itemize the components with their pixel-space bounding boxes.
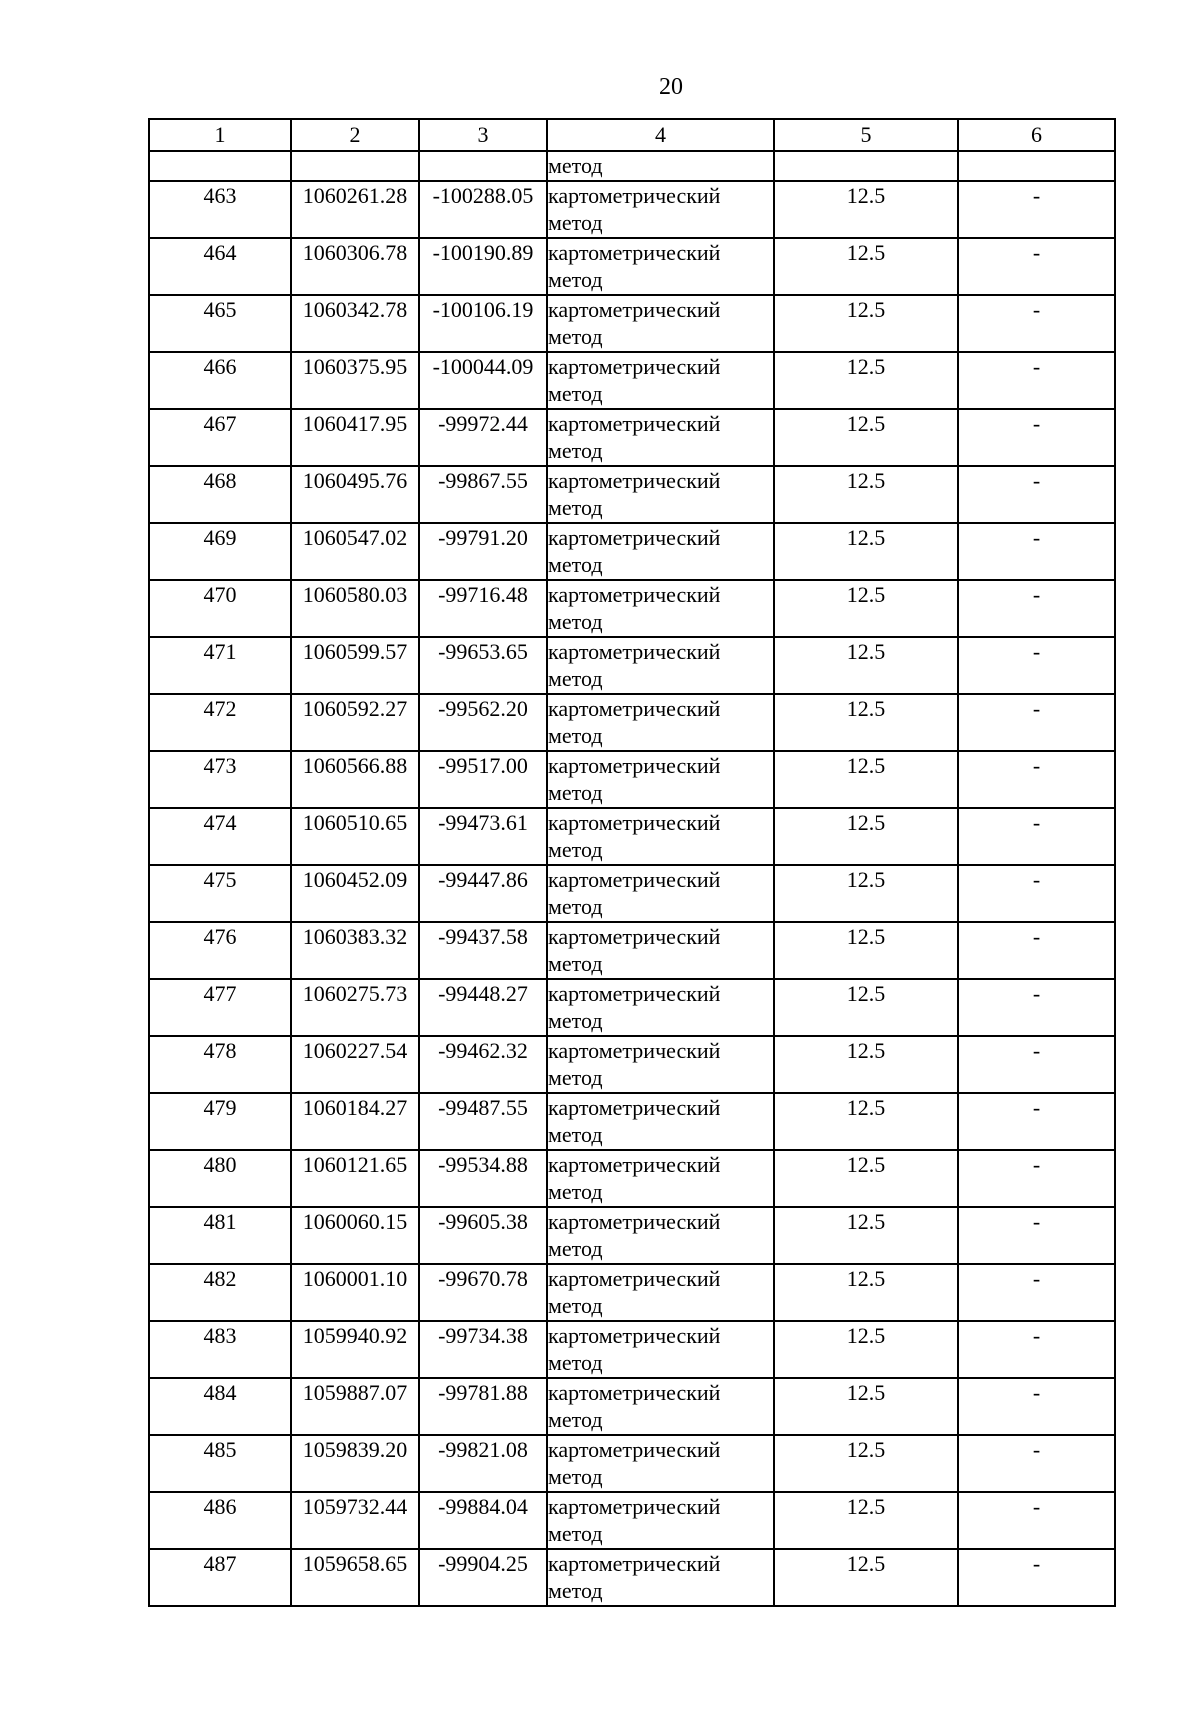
accuracy-cell: 12.5 — [774, 181, 958, 238]
accuracy-cell: 12.5 — [774, 1036, 958, 1093]
y-coordinate-cell: -99517.00 — [419, 751, 547, 808]
point-number-cell: 468 — [149, 466, 291, 523]
note-cell: - — [958, 1378, 1115, 1435]
method-cell — [547, 580, 774, 637]
point-number-cell: 479 — [149, 1093, 291, 1150]
y-coordinate-cell: -100106.19 — [419, 295, 547, 352]
point-number-cell: 480 — [149, 1150, 291, 1207]
method-cell — [547, 409, 774, 466]
y-coordinate-cell: -100044.09 — [419, 352, 547, 409]
method-line-2: метод — [548, 1350, 603, 1375]
table-row — [149, 865, 1115, 922]
note-cell: - — [958, 580, 1115, 637]
header-cell-5: 5 — [774, 119, 958, 151]
note-cell: - — [958, 694, 1115, 751]
table-row — [149, 295, 1115, 352]
table-row — [149, 1321, 1115, 1378]
table-row — [149, 523, 1115, 580]
point-number-cell: 474 — [149, 808, 291, 865]
method-cell — [547, 1036, 774, 1093]
note-cell: - — [958, 637, 1115, 694]
table-row — [149, 1036, 1115, 1093]
coordinates-table — [148, 118, 1116, 1607]
y-coordinate-cell: -99821.08 — [419, 1435, 547, 1492]
y-coordinate-cell: -99437.58 — [419, 922, 547, 979]
method-line-1: картометрический — [548, 354, 721, 379]
accuracy-cell: 12.5 — [774, 352, 958, 409]
method-line-1: картометрический — [548, 1266, 721, 1291]
accuracy-cell: 12.5 — [774, 1264, 958, 1321]
x-coordinate-cell: 1060452.09 — [291, 865, 419, 922]
method-line-2: метод — [548, 780, 603, 805]
method-line-2: метод — [548, 324, 603, 349]
point-number-cell: 463 — [149, 181, 291, 238]
y-coordinate-cell: -99791.20 — [419, 523, 547, 580]
method-cell — [547, 1378, 774, 1435]
x-coordinate-cell: 1060592.27 — [291, 694, 419, 751]
point-number-cell: 467 — [149, 409, 291, 466]
table-row — [149, 979, 1115, 1036]
method-cell — [547, 1321, 774, 1378]
method-cell — [547, 1150, 774, 1207]
point-number-cell: 476 — [149, 922, 291, 979]
point-number-cell: 487 — [149, 1549, 291, 1606]
method-cell — [547, 1207, 774, 1264]
page-number: 20 — [659, 74, 683, 100]
x-coordinate-cell: 1060375.95 — [291, 352, 419, 409]
y-coordinate-cell: -99605.38 — [419, 1207, 547, 1264]
note-cell: - — [958, 808, 1115, 865]
note-cell: - — [958, 466, 1115, 523]
accuracy-cell: 12.5 — [774, 409, 958, 466]
x-coordinate-cell: 1059887.07 — [291, 1378, 419, 1435]
method-line-1: картометрический — [548, 639, 721, 664]
table-row — [149, 238, 1115, 295]
method-line-1: картометрический — [548, 924, 721, 949]
x-coordinate-cell: 1060383.32 — [291, 922, 419, 979]
method-line-1: картометрический — [548, 1494, 721, 1519]
x-coordinate-cell: 1060495.76 — [291, 466, 419, 523]
continuation-cell — [774, 151, 958, 181]
method-cell — [547, 295, 774, 352]
method-line-1: картометрический — [548, 1551, 721, 1576]
table-row — [149, 694, 1115, 751]
accuracy-cell: 12.5 — [774, 979, 958, 1036]
x-coordinate-cell: 1060306.78 — [291, 238, 419, 295]
note-cell: - — [958, 1321, 1115, 1378]
method-line-2: метод — [548, 381, 603, 406]
method-line-1: картометрический — [548, 1323, 721, 1348]
accuracy-cell: 12.5 — [774, 1150, 958, 1207]
note-cell: - — [958, 409, 1115, 466]
table-row — [149, 352, 1115, 409]
y-coordinate-cell: -100288.05 — [419, 181, 547, 238]
accuracy-cell: 12.5 — [774, 523, 958, 580]
y-coordinate-cell: -99448.27 — [419, 979, 547, 1036]
header-cell-2: 2 — [291, 119, 419, 151]
method-line-2: метод — [548, 951, 603, 976]
method-line-2: метод — [548, 1236, 603, 1261]
accuracy-cell: 12.5 — [774, 637, 958, 694]
y-coordinate-cell: -99447.86 — [419, 865, 547, 922]
note-cell: - — [958, 979, 1115, 1036]
accuracy-cell: 12.5 — [774, 922, 958, 979]
method-line-2: метод — [548, 495, 603, 520]
method-line-2: метод — [548, 1008, 603, 1033]
header-cell-4: 4 — [547, 119, 774, 151]
method-line-2: метод — [548, 1578, 603, 1603]
accuracy-cell: 12.5 — [774, 1435, 958, 1492]
x-coordinate-cell: 1060121.65 — [291, 1150, 419, 1207]
header-cell-3: 3 — [419, 119, 547, 151]
point-number-cell: 464 — [149, 238, 291, 295]
point-number-cell: 472 — [149, 694, 291, 751]
x-coordinate-cell: 1060417.95 — [291, 409, 419, 466]
method-cell — [547, 637, 774, 694]
y-coordinate-cell: -99904.25 — [419, 1549, 547, 1606]
method-cell — [547, 1093, 774, 1150]
note-cell: - — [958, 1093, 1115, 1150]
continuation-cell — [958, 151, 1115, 181]
point-number-cell: 483 — [149, 1321, 291, 1378]
point-number-cell: 465 — [149, 295, 291, 352]
x-coordinate-cell: 1060566.88 — [291, 751, 419, 808]
method-cell — [547, 181, 774, 238]
x-coordinate-cell: 1060510.65 — [291, 808, 419, 865]
method-line-1: картометрический — [548, 297, 721, 322]
method-line-2: метод — [548, 552, 603, 577]
table-row — [149, 409, 1115, 466]
note-cell: - — [958, 751, 1115, 808]
header-row — [149, 119, 1115, 151]
table-row — [149, 466, 1115, 523]
table-row — [149, 922, 1115, 979]
method-cell — [547, 865, 774, 922]
y-coordinate-cell: -99487.55 — [419, 1093, 547, 1150]
method-line-1: картометрический — [548, 810, 721, 835]
note-cell: - — [958, 181, 1115, 238]
x-coordinate-cell: 1060060.15 — [291, 1207, 419, 1264]
accuracy-cell: 12.5 — [774, 580, 958, 637]
method-line-1: картометрический — [548, 1209, 721, 1234]
method-line-2: метод — [548, 1065, 603, 1090]
note-cell: - — [958, 295, 1115, 352]
table-row — [149, 1435, 1115, 1492]
coordinates-table-body — [149, 119, 1115, 1606]
point-number-cell: 477 — [149, 979, 291, 1036]
note-cell: - — [958, 1264, 1115, 1321]
note-cell: - — [958, 865, 1115, 922]
point-number-cell: 469 — [149, 523, 291, 580]
x-coordinate-cell: 1060275.73 — [291, 979, 419, 1036]
table-row — [149, 637, 1115, 694]
y-coordinate-cell: -99734.38 — [419, 1321, 547, 1378]
note-cell: - — [958, 1207, 1115, 1264]
point-number-cell: 482 — [149, 1264, 291, 1321]
method-cell — [547, 523, 774, 580]
method-line-1: картометрический — [548, 867, 721, 892]
method-line-2: метод — [548, 1293, 603, 1318]
accuracy-cell: 12.5 — [774, 1207, 958, 1264]
table-row — [149, 751, 1115, 808]
y-coordinate-cell: -99716.48 — [419, 580, 547, 637]
method-line-2: метод — [548, 267, 603, 292]
table-row — [149, 580, 1115, 637]
accuracy-cell: 12.5 — [774, 1549, 958, 1606]
method-line-2: метод — [548, 153, 603, 178]
note-cell: - — [958, 1150, 1115, 1207]
x-coordinate-cell: 1059658.65 — [291, 1549, 419, 1606]
note-cell: - — [958, 238, 1115, 295]
method-line-2: метод — [548, 1464, 603, 1489]
method-line-1: картометрический — [548, 981, 721, 1006]
header-cell-6: 6 — [958, 119, 1115, 151]
method-line-2: метод — [548, 1521, 603, 1546]
y-coordinate-cell: -99781.88 — [419, 1378, 547, 1435]
y-coordinate-cell: -99534.88 — [419, 1150, 547, 1207]
point-number-cell: 486 — [149, 1492, 291, 1549]
y-coordinate-cell: -99473.61 — [419, 808, 547, 865]
table-row — [149, 808, 1115, 865]
point-number-cell: 484 — [149, 1378, 291, 1435]
accuracy-cell: 12.5 — [774, 1492, 958, 1549]
y-coordinate-cell: -99972.44 — [419, 409, 547, 466]
x-coordinate-cell: 1060227.54 — [291, 1036, 419, 1093]
method-line-2: метод — [548, 210, 603, 235]
x-coordinate-cell: 1060261.28 — [291, 181, 419, 238]
method-cell — [547, 1492, 774, 1549]
continuation-cell — [291, 151, 419, 181]
method-line-1: картометрический — [548, 411, 721, 436]
method-line-1: картометрический — [548, 1437, 721, 1462]
x-coordinate-cell: 1060184.27 — [291, 1093, 419, 1150]
x-coordinate-cell: 1060342.78 — [291, 295, 419, 352]
note-cell: - — [958, 1549, 1115, 1606]
point-number-cell: 478 — [149, 1036, 291, 1093]
point-number-cell: 475 — [149, 865, 291, 922]
accuracy-cell: 12.5 — [774, 1321, 958, 1378]
x-coordinate-cell: 1059839.20 — [291, 1435, 419, 1492]
x-coordinate-cell: 1060599.57 — [291, 637, 419, 694]
method-cell — [547, 808, 774, 865]
accuracy-cell: 12.5 — [774, 466, 958, 523]
table-row — [149, 1093, 1115, 1150]
y-coordinate-cell: -99670.78 — [419, 1264, 547, 1321]
point-number-cell: 481 — [149, 1207, 291, 1264]
method-line-2: метод — [548, 609, 603, 634]
y-coordinate-cell: -99653.65 — [419, 637, 547, 694]
x-coordinate-cell: 1059732.44 — [291, 1492, 419, 1549]
method-line-2: метод — [548, 1122, 603, 1147]
method-line-1: картометрический — [548, 1095, 721, 1120]
x-coordinate-cell: 1060580.03 — [291, 580, 419, 637]
method-line-1: картометрический — [548, 468, 721, 493]
method-cell — [547, 1264, 774, 1321]
table-row — [149, 1150, 1115, 1207]
y-coordinate-cell: -99867.55 — [419, 466, 547, 523]
method-line-2: метод — [548, 666, 603, 691]
accuracy-cell: 12.5 — [774, 694, 958, 751]
method-line-1: картометрический — [548, 1038, 721, 1063]
method-line-1: картометрический — [548, 1152, 721, 1177]
note-cell: - — [958, 1435, 1115, 1492]
method-cell — [547, 694, 774, 751]
method-line-1: картометрический — [548, 240, 721, 265]
continuation-method-cell — [547, 151, 774, 181]
point-number-cell: 485 — [149, 1435, 291, 1492]
y-coordinate-cell: -99462.32 — [419, 1036, 547, 1093]
y-coordinate-cell: -100190.89 — [419, 238, 547, 295]
x-coordinate-cell: 1059940.92 — [291, 1321, 419, 1378]
table-row — [149, 1207, 1115, 1264]
continuation-cell — [149, 151, 291, 181]
y-coordinate-cell: -99884.04 — [419, 1492, 547, 1549]
method-line-2: метод — [548, 1407, 603, 1432]
note-cell: - — [958, 352, 1115, 409]
method-cell — [547, 922, 774, 979]
method-line-1: картометрический — [548, 582, 721, 607]
note-cell: - — [958, 922, 1115, 979]
x-coordinate-cell: 1060547.02 — [291, 523, 419, 580]
method-cell — [547, 352, 774, 409]
accuracy-cell: 12.5 — [774, 1093, 958, 1150]
y-coordinate-cell: -99562.20 — [419, 694, 547, 751]
continuation-cell — [419, 151, 547, 181]
method-line-2: метод — [548, 894, 603, 919]
table-row — [149, 181, 1115, 238]
method-line-2: метод — [548, 837, 603, 862]
table-row — [149, 1492, 1115, 1549]
method-cell — [547, 979, 774, 1036]
note-cell: - — [958, 1036, 1115, 1093]
method-line-2: метод — [548, 1179, 603, 1204]
accuracy-cell: 12.5 — [774, 808, 958, 865]
method-line-2: метод — [548, 723, 603, 748]
method-line-1: картометрический — [548, 696, 721, 721]
accuracy-cell: 12.5 — [774, 238, 958, 295]
point-number-cell: 473 — [149, 751, 291, 808]
accuracy-cell: 12.5 — [774, 1378, 958, 1435]
accuracy-cell: 12.5 — [774, 751, 958, 808]
accuracy-cell: 12.5 — [774, 295, 958, 352]
table-row — [149, 1378, 1115, 1435]
method-line-1: картометрический — [548, 1380, 721, 1405]
method-cell — [547, 466, 774, 523]
method-line-1: картометрический — [548, 183, 721, 208]
x-coordinate-cell: 1060001.10 — [291, 1264, 419, 1321]
method-cell — [547, 751, 774, 808]
table-row — [149, 1549, 1115, 1606]
accuracy-cell: 12.5 — [774, 865, 958, 922]
point-number-cell: 470 — [149, 580, 291, 637]
point-number-cell: 471 — [149, 637, 291, 694]
header-cell-1: 1 — [149, 119, 291, 151]
method-cell — [547, 1435, 774, 1492]
note-cell: - — [958, 523, 1115, 580]
method-line-1: картометрический — [548, 525, 721, 550]
method-line-1: картометрический — [548, 753, 721, 778]
method-line-2: метод — [548, 438, 603, 463]
continuation-row — [149, 151, 1115, 181]
method-cell — [547, 1549, 774, 1606]
point-number-cell: 466 — [149, 352, 291, 409]
table-row — [149, 1264, 1115, 1321]
note-cell: - — [958, 1492, 1115, 1549]
method-cell — [547, 238, 774, 295]
